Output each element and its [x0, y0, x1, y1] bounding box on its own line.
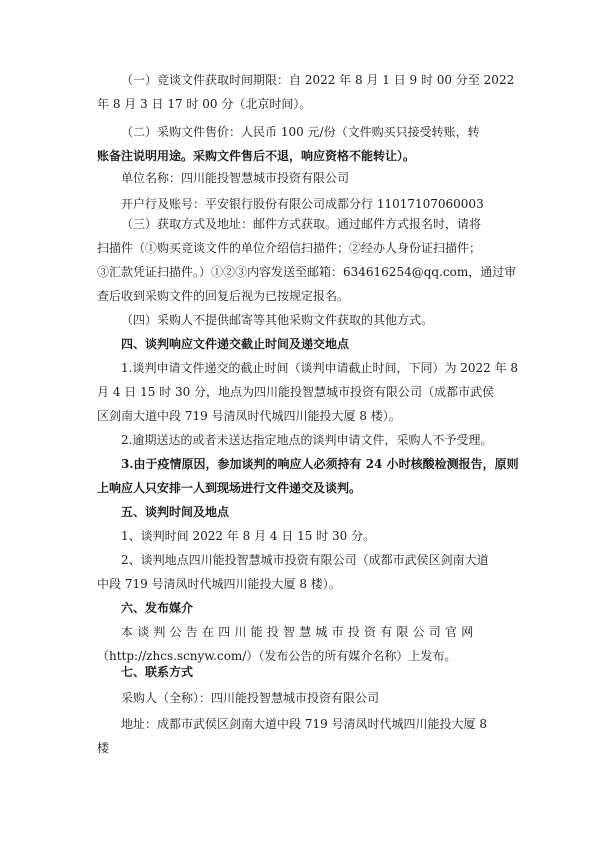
- paragraph-line: （四）采购人不提供邮寄等其他采购文件获取的其他方式。: [121, 313, 434, 327]
- paragraph-line: 开户行及账号：平安银行股份有限公司成都分行 11017107060003: [121, 197, 484, 211]
- paragraph-line: 2.逾期送达的或者未送达指定地点的谈判申请文件，采购人不予受理。: [121, 433, 493, 447]
- paragraph-line: （http://zhcs.scnyw.com/）（发布公告的所有媒介名称）上发布。: [97, 649, 457, 663]
- paragraph-line: 1、谈判时间 2022 年 8 月 4 日 15 时 30 分。: [121, 529, 376, 543]
- paragraph-line: 2、谈判地点四川能投智慧城市投资有限公司（成都市武侯区剑南大道: [121, 553, 489, 567]
- paragraph-line: （三）获取方式及地址：邮件方式获取。通过邮件方式报名时，请将: [121, 217, 482, 231]
- paragraph-line: 月 4 日 15 时 30 分，地点为四川能投智慧城市投资有限公司（成都市武侯: [97, 385, 495, 399]
- paragraph-line: 楼: [97, 741, 110, 755]
- paragraph-line: 地址：成都市武侯区剑南大道中段 719 号清凤时代城四川能投大厦 8: [121, 717, 487, 731]
- paragraph-line: 本谈判公告在四川能投智慧城市投资有限公司官网: [121, 625, 478, 639]
- paragraph-line: 账备注说明用途。采购文件售后不退，响应资格不能转让）。: [97, 149, 416, 163]
- paragraph-line: （二）采购文件售价：人民币 100 元/份（文件购买只接受转账，转: [121, 125, 480, 139]
- section-heading: 四、谈判响应文件递交截止时间及递交地点: [121, 337, 350, 351]
- paragraph-line: 区剑南大道中段 719 号清凤时代城四川能投大厦 8 楼）。: [97, 409, 401, 423]
- paragraph-line: 查后收到采购文件的回复后视为已按规定报名。: [97, 289, 350, 303]
- paragraph-line: 年 8 月 3 日 17 时 00 分（北京时间）。: [97, 97, 312, 111]
- paragraph-line: 采购人（全称）：四川能投智慧城市投资有限公司: [121, 691, 380, 705]
- paragraph-line: 上响应人只安排一人到现场进行文件递交及谈判。: [97, 481, 362, 495]
- paragraph-line: （一）竞谈文件获取时间期限：自 2022 年 8 月 1 日 9 时 00 分至 2022: [121, 73, 515, 87]
- paragraph-line: 1.谈判申请文件递交的截止时间（谈判申请截止时间，下同）为 2022 年 8: [121, 361, 519, 375]
- paragraph-line: 扫描件（①购买竞谈文件的单位介绍信扫描件；②经办人身份证扫描件；: [97, 241, 482, 255]
- paragraph-line: ③汇款凭证扫描件。）①②③内容发送至邮箱：634616254@qq.com，通过审: [97, 265, 517, 279]
- section-heading: 六、发布媒介: [121, 601, 194, 615]
- section-heading: 五、谈判时间及地点: [121, 505, 230, 519]
- paragraph-line: 中段 719 号清凤时代城四川能投大厦 8 楼）。: [97, 577, 341, 591]
- section-heading: 七、联系方式: [121, 665, 194, 679]
- paragraph-line: 3.由于疫情原因，参加谈判的响应人必须持有 24 小时核酸检测报告，原则: [121, 457, 519, 471]
- paragraph-line: 单位名称：四川能投智慧城市投资有限公司: [121, 171, 350, 185]
